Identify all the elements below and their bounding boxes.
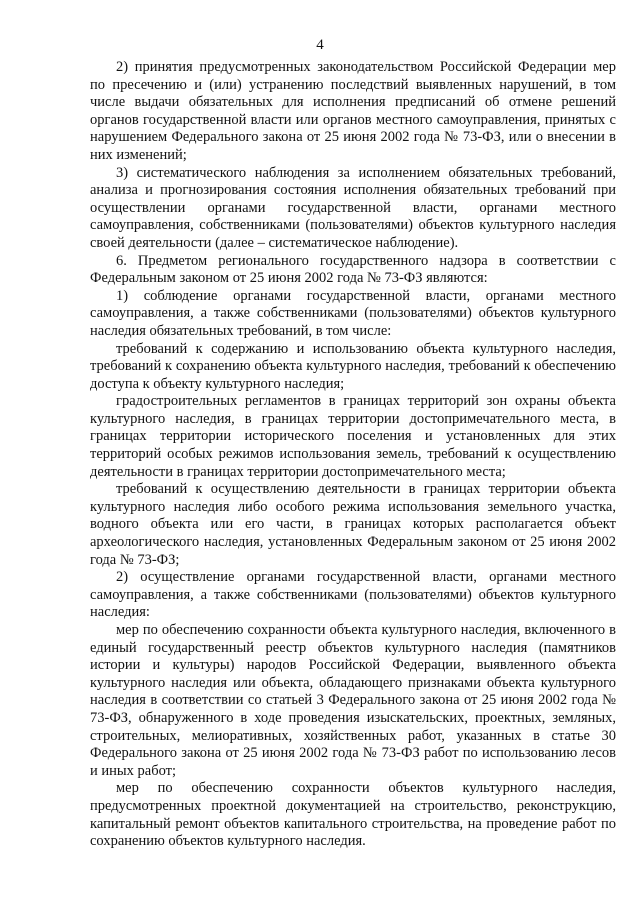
paragraph-activity-requirements: требований к осуществлению деятельности в границах территории объекта культурного наследия либо особого режима использования земельного участка, водного объекта или его части, в границах которых располагается объект археологического наследия, установленных Федеральным законом от 25 июня 2002 года № 73-ФЗ; (90, 481, 616, 568)
document-body (90, 59, 616, 851)
paragraph-subitem-2-implementation: 2) осуществление органами государственной власти, органами местного самоуправления, а также собственниками (пользователями) объектов культурного наследия: (90, 569, 616, 621)
paragraph-item-3-monitoring: 3) систематического наблюдения за исполнением обязательных требований, анализа и прогнозирования состояния исполнения обязательных требований при осуществлении органами государственной власти, органами местного самоуправления, собственниками (пользователями) объектов культурного наследия своей деятельности (далее – систематическое наблюдение). (90, 164, 616, 251)
paragraph-preservation-measures: мер по обеспечению сохранности объекта культурного наследия, включенного в единый государственный реестр объектов культурного наследия (памятников истории и культуры) народов Российской Федерации, выявленного объекта культурного наследия или объекта, обладающего признаками объекта культурного наследия в соответствии со статьей 3 Федерального закона от 25 июня 2002 года № 73-ФЗ, обнаруженного в ходе проведения изыскательских, проектных, земляных, строительных, мелиоративных, хозяйственных работ, указанных в статье 30 Федерального закона от 25 июня 2002 года № 73-ФЗ работ по использованию лесов и иных работ; (90, 622, 616, 779)
paragraph-maintenance-requirements: требований к содержанию и использованию объекта культурного наследия, требований к сохранению объекта культурного наследия, требований к обеспечению доступа к объекту культурного наследия; (90, 340, 616, 392)
page-number: 4 (316, 37, 324, 53)
paragraph-urban-planning-regulations: градостроительных регламентов в границах территорий зон охраны объекта культурного наследия, в границах территории достопримечательного места, в границах территории исторического поселения и установленных для этих территорий особых режимов использования земель, требований к осуществлению деятельности в границах территории достопримечательного места; (90, 393, 616, 480)
paragraph-item-2-measures: 2) принятия предусмотренных законодательством Российской Федерации мер по пресечению и (или) устранению последствий выявленных нарушений, в том числе выдачи обязательных для исполнения предписаний об отмене решений органов государственной власти или органов местного самоуправления, принятых с нарушением Федерального закона от 25 июня 2002 года № 73-ФЗ, или о внесении в них изменений; (90, 59, 616, 163)
paragraph-subitem-1-compliance: 1) соблюдение органами государственной власти, органами местного самоуправления, а также собственниками (пользователями) объектов культурного наследия обязательных требований, в том числе: (90, 287, 616, 339)
paragraph-section-6-subject: 6. Предметом регионального государственного надзора в соответствии с Федеральным законом от 25 июня 2002 года № 73-ФЗ являются: (90, 252, 616, 287)
paragraph-project-preservation-measures: мер по обеспечению сохранности объектов культурного наследия, предусмотренных проектной документацией на строительство, реконструкцию, капитальный ремонт объектов капитального строительства, на проведение работ по сохранению объектов культурного наследия. (90, 780, 616, 850)
